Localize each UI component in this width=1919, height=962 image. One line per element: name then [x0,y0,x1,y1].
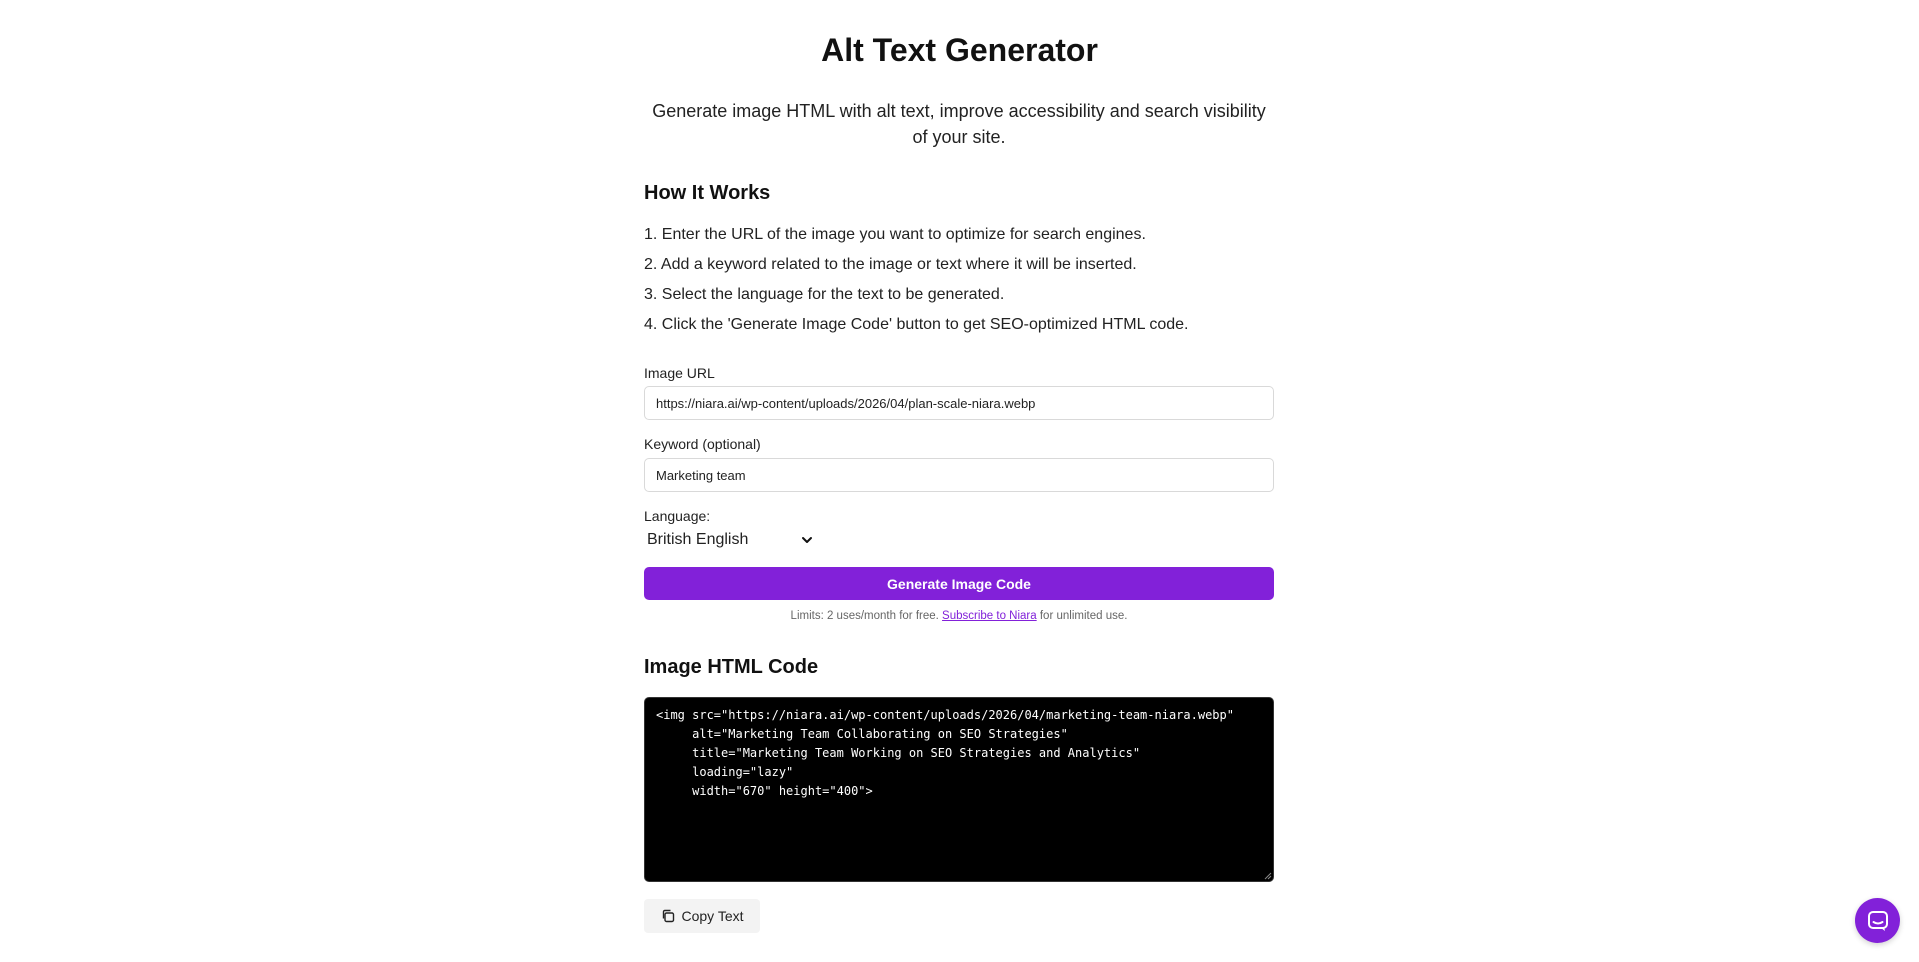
copy-icon [661,909,675,923]
copy-text-label: Copy Text [681,908,744,924]
language-selected-value: British English [647,531,749,548]
image-url-input[interactable] [644,386,1274,420]
step-item: 3. Select the language for the text to be generated. [644,286,1005,303]
usage-limits-note [644,609,1274,623]
html-code-output[interactable]: <img src="https://niara.ai/wp-content/uploads/2026/04/marketing-team-niara.webp" alt="Marketing Team Collaborating on SEO Strategies" title="Marketing Team Working on SEO Strategies and Analytics" loading="lazy" width="670" height="400"> [644,697,1274,882]
resize-handle-icon[interactable] [1264,872,1272,880]
copy-text-button[interactable] [644,899,760,933]
step-item: 2. Add a keyword related to the image or text where it will be inserted. [644,256,1137,273]
step-item: 4. Click the 'Generate Image Code' button to get SEO-optimized HTML code. [644,316,1189,333]
limits-suffix-text: for unlimited use. [1039,610,1128,622]
keyword-input[interactable] [644,458,1274,492]
limits-text: Limits: 2 uses/month for free. [790,610,939,622]
steps-list [644,220,1188,340]
how-it-works-title: How It Works [644,182,771,204]
generate-image-code-button[interactable]: Generate Image Code [644,567,1274,600]
language-label: Language: [644,508,711,524]
subscribe-link[interactable]: Subscribe to Niara [942,610,1037,622]
chat-launcher-button[interactable] [1855,898,1900,943]
chevron-down-icon [800,533,814,547]
step-item: 1. Enter the URL of the image you want to optimize for search engines. [644,226,1146,243]
image-url-label: Image URL [644,365,715,381]
image-html-code-title: Image HTML Code [644,656,819,678]
keyword-label: Keyword (optional) [644,436,761,452]
page-subtitle: Generate image HTML with alt text, improve accessibility and search visibility of your site. [652,101,1266,147]
language-select[interactable] [644,529,814,551]
chat-icon [1867,910,1889,932]
page-title: Alt Text Generator [821,32,1098,68]
